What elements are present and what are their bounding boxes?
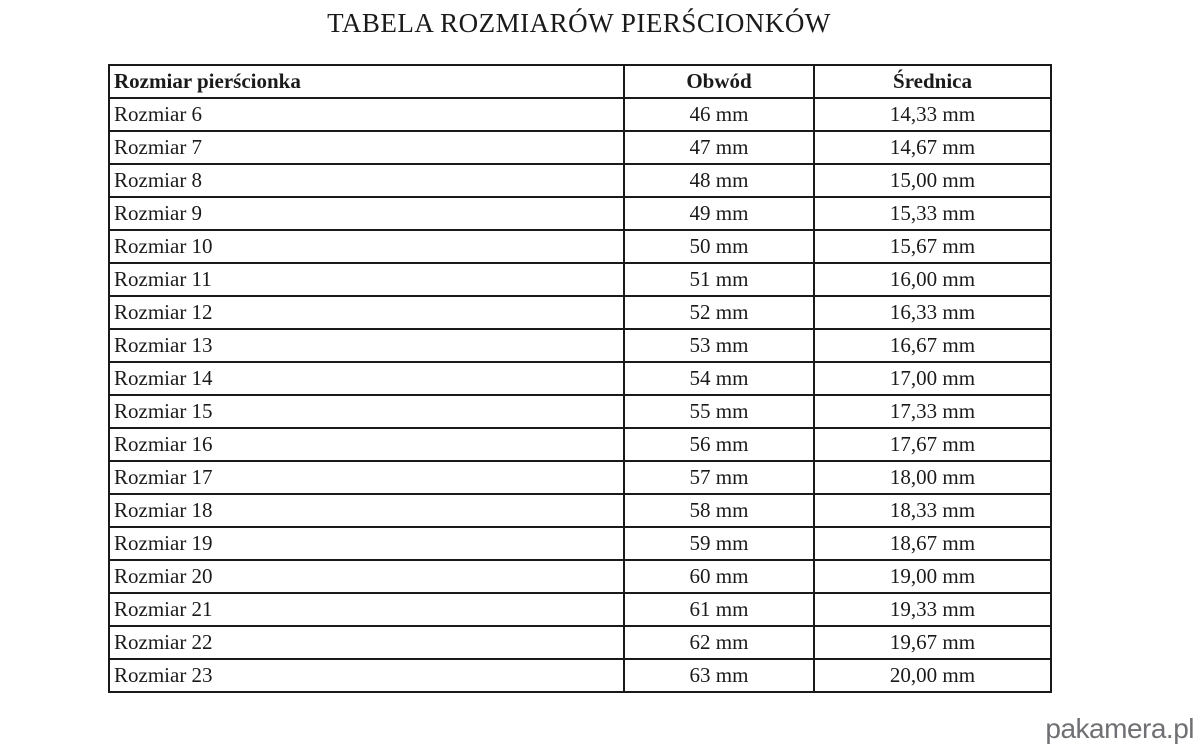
cell-diameter: 19,67 mm — [814, 626, 1051, 659]
column-header-ring-size: Rozmiar pierścionka — [109, 65, 624, 98]
cell-diameter: 16,33 mm — [814, 296, 1051, 329]
column-header-circumference: Obwód — [624, 65, 814, 98]
table-row — [109, 197, 1051, 230]
cell-circumference: 61 mm — [624, 593, 814, 626]
cell-circumference: 46 mm — [624, 98, 814, 131]
cell-diameter: 14,67 mm — [814, 131, 1051, 164]
cell-circumference: 48 mm — [624, 164, 814, 197]
table-row — [109, 98, 1051, 131]
cell-ring-size: Rozmiar 15 — [109, 395, 624, 428]
cell-ring-size: Rozmiar 6 — [109, 98, 624, 131]
table-row — [109, 560, 1051, 593]
table-row — [109, 263, 1051, 296]
cell-ring-size: Rozmiar 23 — [109, 659, 624, 692]
cell-diameter: 18,67 mm — [814, 527, 1051, 560]
cell-ring-size: Rozmiar 14 — [109, 362, 624, 395]
header-row — [109, 65, 1051, 98]
cell-ring-size: Rozmiar 11 — [109, 263, 624, 296]
page-title: TABELA ROZMIARÓW PIERŚCIONKÓW — [327, 8, 831, 38]
table-row — [109, 296, 1051, 329]
cell-ring-size: Rozmiar 13 — [109, 329, 624, 362]
cell-circumference: 49 mm — [624, 197, 814, 230]
table-row — [109, 131, 1051, 164]
table-row — [109, 494, 1051, 527]
cell-circumference: 50 mm — [624, 230, 814, 263]
cell-ring-size: Rozmiar 18 — [109, 494, 624, 527]
cell-ring-size: Rozmiar 17 — [109, 461, 624, 494]
cell-diameter: 18,33 mm — [814, 494, 1051, 527]
table-header — [109, 65, 1051, 98]
cell-diameter: 15,67 mm — [814, 230, 1051, 263]
cell-diameter: 17,33 mm — [814, 395, 1051, 428]
table-row — [109, 593, 1051, 626]
table-body — [109, 98, 1051, 692]
table-row — [109, 461, 1051, 494]
cell-circumference: 53 mm — [624, 329, 814, 362]
table-row — [109, 230, 1051, 263]
cell-circumference: 60 mm — [624, 560, 814, 593]
cell-circumference: 62 mm — [624, 626, 814, 659]
table-row — [109, 329, 1051, 362]
cell-circumference: 58 mm — [624, 494, 814, 527]
table-row — [109, 626, 1051, 659]
cell-ring-size: Rozmiar 7 — [109, 131, 624, 164]
cell-diameter: 20,00 mm — [814, 659, 1051, 692]
cell-circumference: 55 mm — [624, 395, 814, 428]
cell-circumference: 63 mm — [624, 659, 814, 692]
cell-ring-size: Rozmiar 12 — [109, 296, 624, 329]
cell-circumference: 57 mm — [624, 461, 814, 494]
cell-ring-size: Rozmiar 19 — [109, 527, 624, 560]
cell-diameter: 17,00 mm — [814, 362, 1051, 395]
cell-circumference: 59 mm — [624, 527, 814, 560]
cell-ring-size: Rozmiar 9 — [109, 197, 624, 230]
cell-circumference: 54 mm — [624, 362, 814, 395]
cell-diameter: 15,00 mm — [814, 164, 1051, 197]
table-row — [109, 164, 1051, 197]
cell-ring-size: Rozmiar 21 — [109, 593, 624, 626]
cell-diameter: 15,33 mm — [814, 197, 1051, 230]
pakamera-watermark-logo: pakamera.pl — [1045, 713, 1194, 744]
cell-diameter: 16,67 mm — [814, 329, 1051, 362]
cell-ring-size: Rozmiar 16 — [109, 428, 624, 461]
cell-diameter: 19,33 mm — [814, 593, 1051, 626]
cell-ring-size: Rozmiar 22 — [109, 626, 624, 659]
cell-circumference: 56 mm — [624, 428, 814, 461]
cell-ring-size: Rozmiar 20 — [109, 560, 624, 593]
table-row — [109, 428, 1051, 461]
cell-ring-size: Rozmiar 10 — [109, 230, 624, 263]
ring-size-table — [108, 64, 1052, 693]
table-row — [109, 395, 1051, 428]
cell-diameter: 18,00 mm — [814, 461, 1051, 494]
cell-diameter: 19,00 mm — [814, 560, 1051, 593]
cell-diameter: 14,33 mm — [814, 98, 1051, 131]
cell-ring-size: Rozmiar 8 — [109, 164, 624, 197]
table-row — [109, 527, 1051, 560]
table-row — [109, 362, 1051, 395]
cell-circumference: 47 mm — [624, 131, 814, 164]
column-header-diameter: Średnica — [814, 65, 1051, 98]
cell-circumference: 51 mm — [624, 263, 814, 296]
cell-diameter: 17,67 mm — [814, 428, 1051, 461]
cell-circumference: 52 mm — [624, 296, 814, 329]
cell-diameter: 16,00 mm — [814, 263, 1051, 296]
table-row — [109, 659, 1051, 692]
